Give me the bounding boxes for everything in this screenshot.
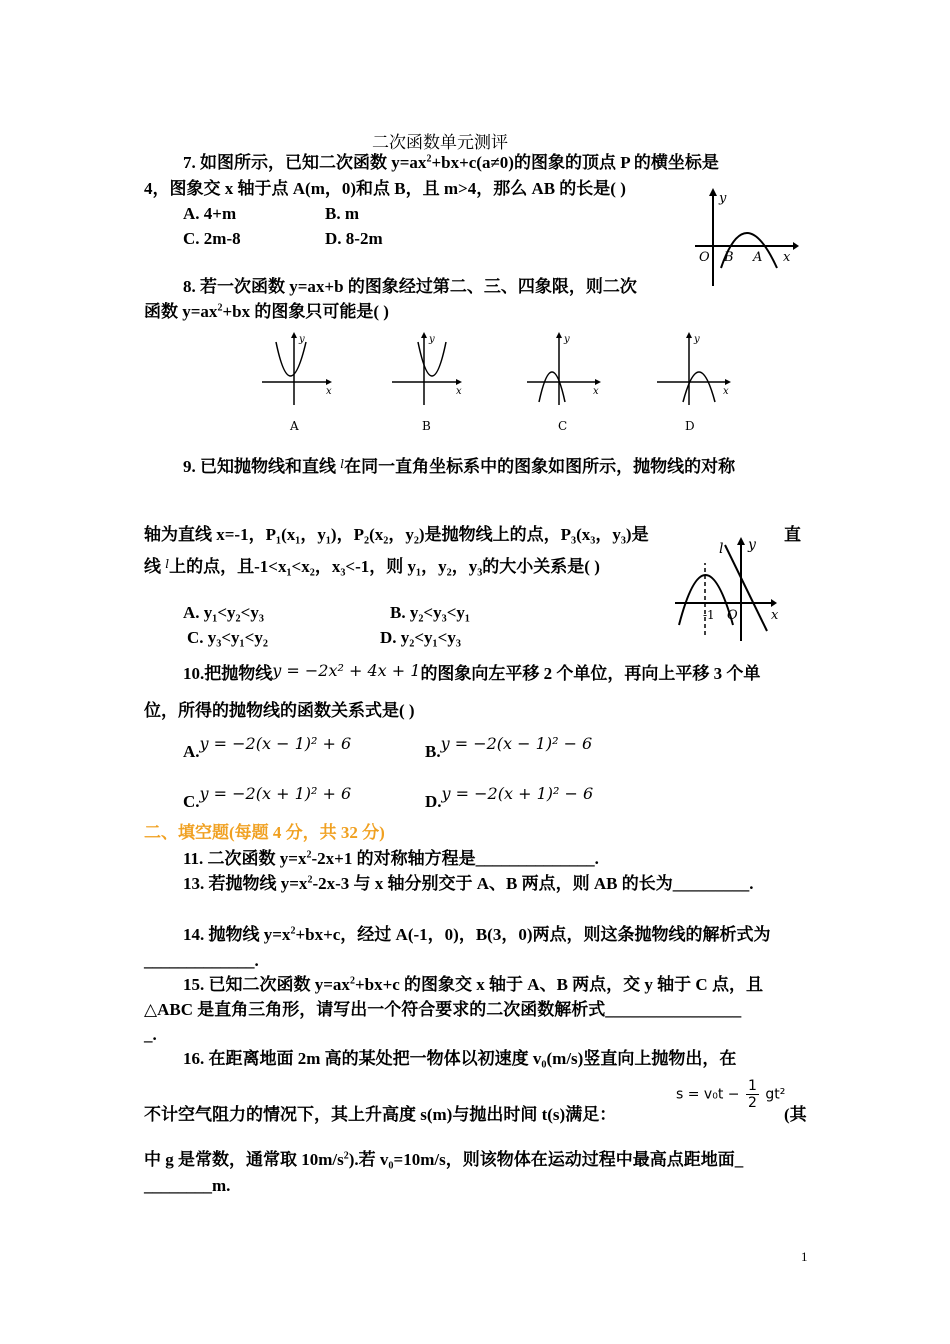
q10-option-b: B.y = −2(x − 1)² − 6 xyxy=(425,734,593,761)
q9-fig-y-label: y xyxy=(748,537,756,553)
q9-fig-x-label: x xyxy=(771,608,779,623)
q16-line4: ________m. xyxy=(144,1176,231,1195)
q16-formula: s = v₀t − $\frac{1}{2}$ gt² xyxy=(676,1078,786,1111)
q13: 13. 若抛物线 $y=x^2-2x-3$ 与 x 轴分别交于 A、B 两点，则 AB 的长为_________. xyxy=(183,874,754,893)
q8-label-a: A xyxy=(290,419,299,433)
q9-line3: 线 $^l$上的点，且-1<x₁<x₂，x₃<-1，则 y₁，y₂，y₃的大小关系是( ) xyxy=(144,557,600,576)
q7-line2: 4，图象交 x 轴于点 A(m，0)和点 B，且 m>4，那么 AB 的长是( ) xyxy=(144,179,626,198)
q16-line2: 不计空气阻力的情况下，其上升高度 s(m)与抛出时间 t(s)满足： xyxy=(144,1105,617,1124)
q10-formula: y = −2x² + 4x + 1 xyxy=(272,661,421,680)
q7-option-a: A. 4+m xyxy=(183,204,237,223)
q8-label-c: C xyxy=(558,419,568,433)
q9-figure xyxy=(675,535,785,645)
q8b-x-label: x xyxy=(456,386,462,397)
q7-fig-o-label: O xyxy=(699,250,710,265)
q16-line1: 16. 在距离地面 2m 高的某处把一物体以初速度 v₀(m/s)竖直向上抛物出，在 xyxy=(183,1049,737,1068)
q7-fig-a-label: A xyxy=(753,250,763,265)
q9-option-c: C. y₃<y₁<y₂ xyxy=(187,628,268,647)
q8-graph-b xyxy=(390,330,470,435)
q7-fig-y-label: y xyxy=(719,191,727,206)
q15-line3: _. xyxy=(144,1025,157,1044)
q15-line1: 15. 已知二次函数 $y=ax^2+bx+c$ 的图象交 x 轴于 A、B 两点，交 y 轴于 C 点，且 xyxy=(183,975,763,994)
q9-option-d: D. y₂<y₁<y₃ xyxy=(380,628,461,647)
q8-label-b: B xyxy=(422,419,431,433)
q10-option-a: A.y = −2(x − 1)² + 6 xyxy=(183,734,352,761)
q7-fig-x-label: x xyxy=(783,250,791,265)
q8-graph-a xyxy=(260,330,340,435)
q9-fig-o-label: O xyxy=(727,608,738,623)
q10-line1: 10.把抛物线y = −2x² + 4x + 1的图象向左平移 2 个单位，再向上平移 3 个单 xyxy=(183,661,761,683)
q16-line3: 中 g 是常数，通常取 $10m/s^2$).若 v₀=10m/s，则该物体在运动过程中最高点距地面_ xyxy=(144,1150,744,1169)
q9-option-a: A. y₁<y₂<y₃ xyxy=(183,603,264,622)
q14-line2: _____________. xyxy=(144,951,259,970)
q9-option-b: B. y₂<y₃<y₁ xyxy=(390,603,471,622)
q8-line1: 8. 若一次函数 y=ax+b 的图象经过第二、三、四象限，则二次 xyxy=(183,277,637,296)
q11: 11. 二次函数 $y=x^2-2x+1$ 的对称轴方程是______________. xyxy=(183,849,599,868)
q8-line2: 函数 $y=ax^2+bx$ 的图象只可能是( ) xyxy=(144,302,389,321)
q15-line2: △ABC 是直角三角形，请写出一个符合要求的二次函数解析式________________ xyxy=(144,1000,742,1019)
q8c-x-label: x xyxy=(593,386,599,397)
q8d-y-label: y xyxy=(694,334,700,345)
q8c-y-label: y xyxy=(564,334,570,345)
q7-option-d: D. 8-2m xyxy=(325,229,383,248)
q8d-x-label: x xyxy=(723,386,729,397)
page-title: 二次函数单元测评 xyxy=(372,133,508,152)
q7-line1: 7. 如图所示，已知二次函数 $y=ax^2+bx+c(a\ne 0)$的图象的顶点 P 的横坐标是 xyxy=(183,153,719,172)
section-heading-fill-in: 二、填空题(每题 4 分，共 32 分) xyxy=(144,823,385,842)
q10-line2: 位，所得的抛物线的函数关系式是( ) xyxy=(144,701,415,720)
q9-fig-l-label: l xyxy=(719,541,724,557)
q8-graph-c xyxy=(525,330,605,435)
q9-line1: 9. 已知抛物线和直线 $^l$在同一直角坐标系中的图象如图所示，抛物线的对称 xyxy=(183,457,736,476)
q7-option-c: C. 2m-8 xyxy=(183,229,241,248)
q10-option-c: C.y = −2(x + 1)² + 6 xyxy=(183,784,352,811)
q8a-y-label: y xyxy=(299,334,305,345)
q10-option-d: D.y = −2(x + 1)² − 6 xyxy=(425,784,594,811)
q9-fig-neg1-label: -1 xyxy=(703,608,715,622)
q7-fig-b-label: B xyxy=(724,250,734,265)
q9-line2-end: 直 xyxy=(784,525,801,544)
page-number: 1 xyxy=(801,1249,808,1264)
q9-line2: 轴为直线 x=-1，P₁(x₁，y₁)，P₂(x₂，y₂)是抛物线上的点，P₃(x₃，y₃)是 xyxy=(144,525,649,544)
q8a-x-label: x xyxy=(326,386,332,397)
q7-option-b: B. m xyxy=(325,204,359,223)
q7-parabola-figure xyxy=(695,188,800,288)
q14-line1: 14. 抛物线 $y=x^2+bx+c$，经过 A(-1，0)，B(3，0)两点，则这条抛物线的解析式为 xyxy=(183,925,771,944)
q16-line2-end: (其 xyxy=(784,1105,807,1124)
q8b-y-label: y xyxy=(429,334,435,345)
q8-graph-d xyxy=(655,330,735,435)
q8-label-d: D xyxy=(685,419,695,433)
